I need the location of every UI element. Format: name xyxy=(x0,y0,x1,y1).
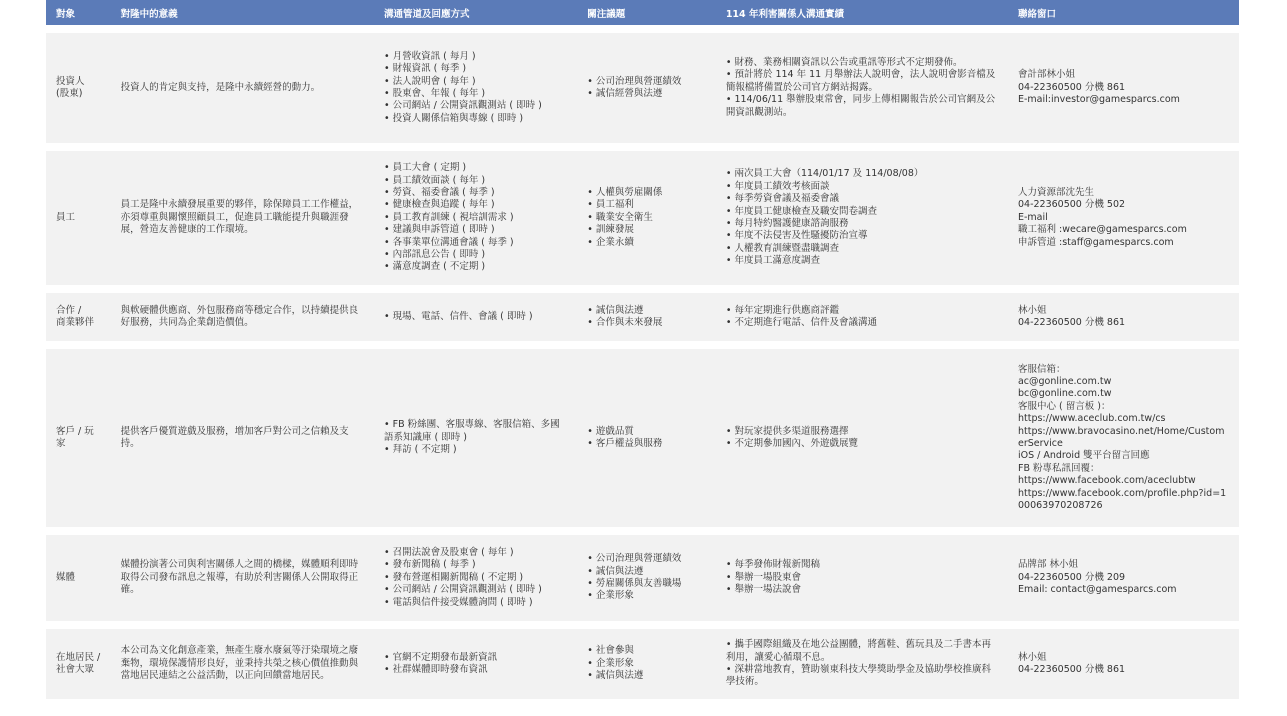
list-item: • 社群媒體即時發布資訊 xyxy=(384,664,567,676)
cell-topics xyxy=(577,33,716,151)
list-item: 客服中心 ( 留言板 )： xyxy=(1017,400,1111,412)
list-item: • 企業永續 xyxy=(587,237,706,249)
list-item: • 預計將於 114 年 11 月舉辦法人說明會，法人說明會影音檔及簡報檔將備置於公司官方網站揭露。 xyxy=(726,69,998,94)
channels-list xyxy=(384,652,567,677)
subject-text: 客戶 / 玩家 xyxy=(56,425,94,449)
cell-subject xyxy=(46,151,111,293)
cell-channels xyxy=(374,349,577,535)
contact-list xyxy=(1018,187,1229,249)
list-item: • 114/06/11 舉辦股東常會，同步上傳相關報告於公司官網及公開資訊觀測站。 xyxy=(726,94,998,119)
list-item: 會計部林小姐 xyxy=(1017,69,1075,81)
topics-list xyxy=(587,645,706,682)
cell-topics xyxy=(577,349,716,535)
contact-list xyxy=(1018,652,1229,677)
subject-text: 社會大眾 xyxy=(56,664,95,675)
list-item: • 遊戲品質 xyxy=(587,426,706,438)
list-item: • 年度員工健康檢查及職安問卷調查 xyxy=(726,206,998,218)
list-item: • 誠信經營與法遵 xyxy=(587,88,706,100)
stakeholder-table-wrapper xyxy=(46,0,1239,707)
cell-contact xyxy=(1008,33,1239,151)
subject-text: (股東) xyxy=(56,88,83,99)
cell-contact xyxy=(1008,629,1239,707)
list-item: • 員工教育訓練 ( 視培訓需求 ) xyxy=(384,212,567,224)
list-item: 04-22360500 分機 502 xyxy=(1017,199,1126,211)
list-item: 品牌部 林小姐 xyxy=(1017,559,1079,571)
cell-results xyxy=(716,349,1008,535)
list-item: 04-22360500 分機 209 xyxy=(1017,571,1126,583)
list-item: • 發布新聞稿 ( 每季 ) xyxy=(384,559,567,571)
channels-list xyxy=(384,419,567,456)
list-item: • 公司網站 / 公開資訊觀測站 ( 即時 ) xyxy=(384,100,567,112)
list-item: • 每年定期進行供應商評鑑 xyxy=(726,305,998,317)
subject-text: 商業夥伴 xyxy=(56,317,95,328)
cell-contact xyxy=(1008,151,1239,293)
list-item: • 每月特約醫護健康諮詢服務 xyxy=(726,218,998,230)
list-item: • 年度員工滿意度調查 xyxy=(726,255,998,267)
list-item: • 公司治理與營運績效 xyxy=(587,76,706,88)
list-item: • 拜訪 ( 不定期 ) xyxy=(384,444,567,456)
list-item: • 不定期進行電話、信件及會議溝通 xyxy=(726,317,998,329)
list-item: ac@gonline.com.tw xyxy=(1017,375,1112,387)
list-item: • 內部訊息公告 ( 即時 ) xyxy=(384,249,567,261)
list-item: • 訓練發展 xyxy=(587,224,706,236)
cell-topics xyxy=(577,629,716,707)
topics-list xyxy=(587,187,706,249)
contact-list xyxy=(1018,559,1229,596)
channels-list xyxy=(384,51,567,125)
cell-channels xyxy=(374,629,577,707)
channels-list xyxy=(384,162,567,274)
list-item: 林小姐 xyxy=(1017,304,1047,316)
topics-list xyxy=(587,76,706,101)
contact-list xyxy=(1018,305,1229,330)
list-item: • 誠信與法遵 xyxy=(587,670,706,682)
subject-text: 合作 / xyxy=(56,304,82,316)
cell-topics xyxy=(577,293,716,349)
cell-channels xyxy=(374,535,577,629)
cell-meaning: 提供客戶優質遊戲及服務，增加客戶對公司之信賴及支持。 xyxy=(111,349,374,535)
cell-topics xyxy=(577,151,716,293)
list-item: iOS / Android 雙平台留言回應 xyxy=(1017,450,1150,462)
results-list xyxy=(726,426,998,451)
contact-list xyxy=(1018,364,1229,513)
table-row xyxy=(46,293,1239,349)
header-contact: 聯絡窗口 xyxy=(1008,0,1239,33)
topics-list xyxy=(587,426,706,451)
list-item: • 月營收資訊 ( 每月 ) xyxy=(384,51,567,63)
cell-subject xyxy=(46,33,111,151)
list-item: • 投資人關係信箱與專線 ( 即時 ) xyxy=(384,113,567,125)
list-item: • 官網不定期發布最新資訊 xyxy=(384,652,567,664)
list-item: • 客戶權益與服務 xyxy=(587,438,706,450)
list-item: • 攜手國際組織及在地公益團體，將舊鞋、舊玩具及二手書本再利用，讓愛心循環不息。 xyxy=(726,639,998,664)
list-item: • 勞資、福委會議 ( 每季 ) xyxy=(384,187,567,199)
list-item: 申訴管道 :staff@gamesparcs.com xyxy=(1017,236,1174,248)
cell-contact xyxy=(1008,349,1239,535)
table-header-row xyxy=(46,0,1239,33)
list-item: • 企業形象 xyxy=(587,658,706,670)
list-item: • 勞雇關係與友善職場 xyxy=(587,578,706,590)
results-list xyxy=(726,559,998,596)
cell-results xyxy=(716,151,1008,293)
table-row xyxy=(46,349,1239,535)
list-item: https://www.aceclub.com.tw/cs xyxy=(1017,413,1166,425)
list-item: • FB 粉絲團、客服專線、客服信箱、多國語系知識庫 ( 即時 ) xyxy=(384,419,567,444)
header-subject: 對象 xyxy=(46,0,111,33)
list-item: • 公司治理與營運績效 xyxy=(587,553,706,565)
contact-list xyxy=(1018,69,1229,106)
list-item: • 誠信與法遵 xyxy=(587,305,706,317)
list-item: • 健康檢查與追蹤 ( 每年 ) xyxy=(384,199,567,211)
list-item: https://www.facebook.com/profile.php?id=100063970208726 xyxy=(1017,487,1227,512)
list-item: • 誠信與法遵 xyxy=(587,566,706,578)
list-item: https://www.bravocasino.net/Home/CustomerService xyxy=(1017,425,1225,449)
list-item: • 不定期參加國內、外遊戲展覽 xyxy=(726,438,998,450)
list-item: • 建議與申訴管道 ( 即時 ) xyxy=(384,224,567,236)
list-item: • 年度不法侵害及性騷擾防治宣導 xyxy=(726,230,998,242)
list-item: • 合作與未來發展 xyxy=(587,317,706,329)
results-list xyxy=(726,168,998,267)
subject-text: 投資人 xyxy=(56,75,85,87)
cell-channels xyxy=(374,151,577,293)
list-item: • 社會參與 xyxy=(587,645,706,657)
cell-channels xyxy=(374,33,577,151)
cell-meaning: 投資人的肯定與支持，是隆中永續經營的動力。 xyxy=(111,33,374,151)
cell-contact xyxy=(1008,293,1239,349)
list-item: bc@gonline.com.tw xyxy=(1017,388,1112,400)
list-item: E-mail xyxy=(1017,211,1048,223)
channels-list xyxy=(384,311,567,323)
cell-results xyxy=(716,629,1008,707)
cell-subject xyxy=(46,349,111,535)
list-item: • 現場、電話、信件、會議 ( 即時 ) xyxy=(384,311,567,323)
cell-subject xyxy=(46,535,111,629)
list-item: • 舉辦一場法說會 xyxy=(726,584,998,596)
cell-meaning: 本公司為文化創意產業，無產生廢水廢氣等汙染環境之廢棄物，環境保護情形良好，並秉持共榮之核心價值推動與當地居民連結之公益活動，以正向回饋當地居民。 xyxy=(111,629,374,707)
results-list xyxy=(726,57,998,119)
list-item: • 企業形象 xyxy=(587,590,706,602)
list-item: • 人權與勞雇關係 xyxy=(587,187,706,199)
list-item: • 法人說明會 ( 每年 ) xyxy=(384,76,567,88)
list-item: 職工福利 :wecare@gamesparcs.com xyxy=(1017,224,1187,236)
list-item: • 每季發佈財報新聞稿 xyxy=(726,559,998,571)
table-row xyxy=(46,535,1239,629)
header-meaning: 對隆中的意義 xyxy=(111,0,374,33)
list-item: • 舉辦一場股東會 xyxy=(726,572,998,584)
stakeholder-table xyxy=(46,0,1239,707)
cell-results xyxy=(716,33,1008,151)
cell-contact xyxy=(1008,535,1239,629)
list-item: • 員工績效面談 ( 每年 ) xyxy=(384,175,567,187)
table-row xyxy=(46,151,1239,293)
list-item: • 職業安全衛生 xyxy=(587,212,706,224)
list-item: • 財報資訊 ( 每季 ) xyxy=(384,63,567,75)
cell-meaning: 員工是隆中永續發展重要的夥伴，除保障員工工作權益，亦須尊重與關懷照顧員工，促進員工職能提升與職涯發展，營造友善健康的工作環境。 xyxy=(111,151,374,293)
list-item: • 兩次員工大會（114/01/17 及 114/08/08） xyxy=(726,168,998,180)
list-item: Email: contact@gamesparcs.com xyxy=(1017,584,1177,596)
list-item: FB 粉專私訊回覆： xyxy=(1017,462,1100,474)
cell-meaning: 媒體扮演著公司與利害關係人之間的橋樑，媒體順利即時取得公司發布訊息之報導，有助於利害關係人公開取得正確。 xyxy=(111,535,374,629)
list-item: • 公司網站 / 公開資訊觀測站 ( 即時 ) xyxy=(384,584,567,596)
list-item: https://www.facebook.com/aceclubtw xyxy=(1017,475,1196,487)
list-item: • 員工大會 ( 定期 ) xyxy=(384,162,567,174)
topics-list xyxy=(587,305,706,330)
list-item: • 滿意度調查 ( 不定期 ) xyxy=(384,261,567,273)
list-item: • 財務、業務相關資訊以公告或重訊等形式不定期發佈。 xyxy=(726,57,998,69)
cell-results xyxy=(716,293,1008,349)
table-row xyxy=(46,33,1239,151)
header-topics: 關注議題 xyxy=(577,0,716,33)
list-item: • 發布營運相關新聞稿 ( 不定期 ) xyxy=(384,572,567,584)
cell-subject xyxy=(46,293,111,349)
list-item: • 年度員工績效考核面談 xyxy=(726,181,998,193)
list-item: • 對玩家提供多渠道服務選擇 xyxy=(726,426,998,438)
cell-channels xyxy=(374,293,577,349)
channels-list xyxy=(384,547,567,609)
list-item: • 各事業單位溝通會議 ( 每季 ) xyxy=(384,237,567,249)
subject-text: 媒體 xyxy=(56,571,76,583)
list-item: 04-22360500 分機 861 xyxy=(1017,317,1126,328)
list-item: • 人權教育訓練暨盡職調查 xyxy=(726,243,998,255)
topics-list xyxy=(587,553,706,603)
results-list xyxy=(726,639,998,689)
list-item: • 召開法說會及股東會 ( 每年 ) xyxy=(384,547,567,559)
subject-text: 員工 xyxy=(56,211,76,223)
cell-subject xyxy=(46,629,111,707)
list-item: 客服信箱： xyxy=(1017,363,1066,375)
results-list xyxy=(726,305,998,330)
cell-topics xyxy=(577,535,716,629)
list-item: 林小姐 xyxy=(1017,651,1047,663)
list-item: 04-22360500 分機 861 xyxy=(1017,664,1126,675)
list-item: • 員工福利 xyxy=(587,199,706,211)
list-item: • 深耕當地教育，贊助嶺東科技大學獎助學金及協助學校推廣科學技術。 xyxy=(726,664,998,689)
list-item: • 股東會、年報 ( 每年 ) xyxy=(384,88,567,100)
cell-results xyxy=(716,535,1008,629)
header-results: 114 年利害關係人溝通實績 xyxy=(716,0,1008,33)
list-item: • 電話與信件接受媒體詢問 ( 即時 ) xyxy=(384,597,567,609)
cell-meaning: 與軟硬體供應商、外包服務商等穩定合作，以持續提供良好服務，共同為企業創造價值。 xyxy=(111,293,374,349)
header-channels: 溝通管道及回應方式 xyxy=(374,0,577,33)
table-row xyxy=(46,629,1239,707)
list-item: E-mail:investor@gamesparcs.com xyxy=(1017,94,1180,106)
subject-text: 在地居民 / xyxy=(56,651,101,663)
list-item: • 每季勞資會議及福委會議 xyxy=(726,193,998,205)
list-item: 人力資源部沈先生 xyxy=(1017,186,1094,198)
list-item: 04-22360500 分機 861 xyxy=(1017,81,1126,93)
